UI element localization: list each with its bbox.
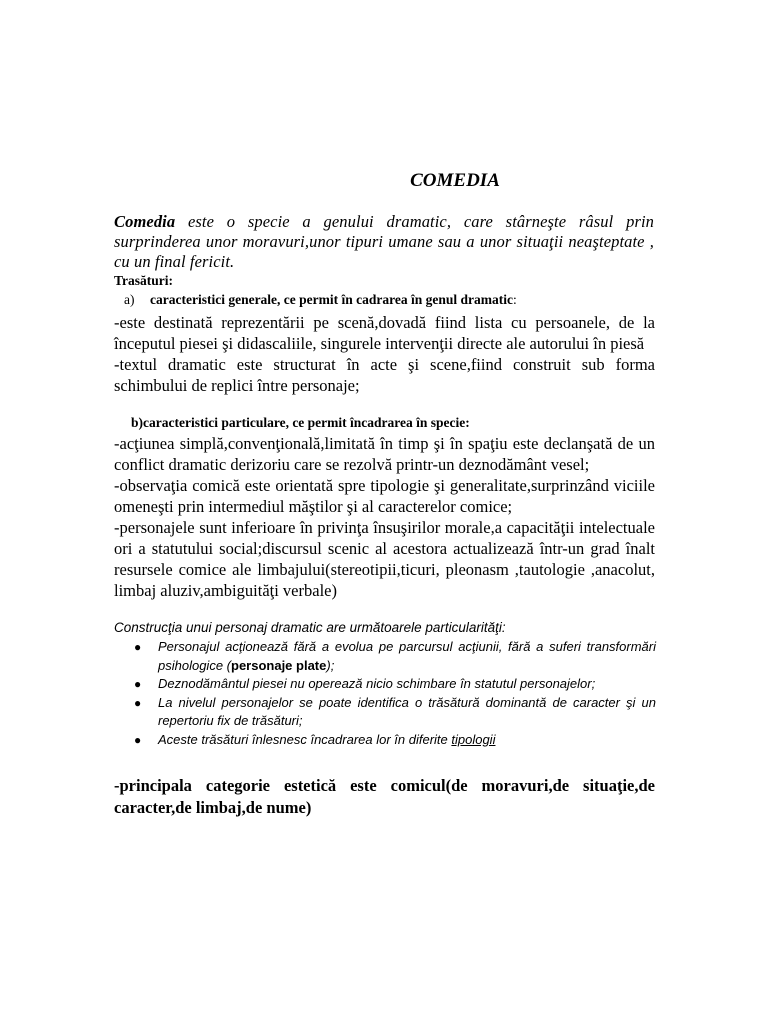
section-a-letter: a) xyxy=(124,292,135,307)
particular-feature-item: -personajele sunt inferioare în privinţa însuşirilor morale,a capacităţii intelectuale ori a statutului social;discursul scenic al acestora actualizează într-un grad înalt resursele comice ale limbajului(stereotipii,ticuri, pleonasm ,tautologie ,anacolut, limbaj aluziv,ambiguităţi verbale) xyxy=(114,518,655,600)
features-heading: Trasături: xyxy=(114,273,173,288)
bullet-text: La nivelul personajelor se poate identifica o trăsătură dominantă de caracter şi un repertoriu fix de trăsături; xyxy=(158,694,656,728)
list-item xyxy=(134,675,656,694)
bullet-text: Aceste trăsături înlesnesc încadrarea lor în diferite xyxy=(158,731,452,747)
bullet-text: ); xyxy=(326,657,335,673)
bullet-icon: ● xyxy=(134,695,142,710)
bullet-text: Personajul acţionează fără a evolua pe parcursul acţiunii, fără a suferi transformări psihologice ( xyxy=(158,639,656,673)
particular-features xyxy=(114,433,655,601)
intro-paragraph xyxy=(114,212,654,272)
general-features xyxy=(114,312,655,396)
general-feature-item: -este destinată reprezentării pe scenă,dovadă fiind lista cu persoanele, de la începutul piesei şi didascaliile, singurele intervenţii directe ale autorului în piesă xyxy=(114,313,655,353)
general-feature-item: -textul dramatic este structurat în acte şi scene,fiind construit sub forma schimbului de replici între personaje; xyxy=(114,355,655,395)
tipologii-link[interactable]: tipologii xyxy=(451,731,496,747)
page-title: COMEDIA xyxy=(410,170,500,191)
final-statement: -principala categorie estetică este comicul(de moravuri,de situaţie,de caracter,de limbaj,de nume) xyxy=(114,776,655,817)
bullet-bold-text: personaje plate xyxy=(231,657,327,673)
section-a-label: caracteristici generale, ce permit în cadrarea în genul dramatic xyxy=(150,292,514,307)
bullet-list xyxy=(134,638,656,749)
particular-feature-item: -acţiunea simplă,convenţională,limitată în timp şi în spaţiu este declanşată de un conflict dramatic derizoriu care se rezolvă printr-un deznodământ vesel; xyxy=(114,434,655,474)
section-b-heading: b)caracteristici particulare, ce permit încadrarea în specie: xyxy=(131,415,470,430)
list-item xyxy=(134,731,656,750)
section-a-colon: : xyxy=(513,292,517,307)
construction-note: Construcţia unui personaj dramatic are următoarele particularităţi: xyxy=(114,620,506,635)
particular-feature-item: -observaţia comică este orientată spre tipologie şi generalitate,surprinzând viciile omeneşti prin intermediul măştilor şi al caracterelor comice; xyxy=(114,476,655,516)
section-a-heading xyxy=(124,292,517,308)
bullet-icon: ● xyxy=(134,640,142,654)
bullet-icon: ● xyxy=(134,677,142,691)
list-item xyxy=(134,638,656,675)
intro-text: este o specie a genului dramatic, care stârneşte râsul prin surprinderea unor moravuri,unor tipuri umane sau a unor situaţii neaşteptate , cu un final fericit. xyxy=(114,212,654,271)
bullet-text: Deznodământul piesei nu operează nicio schimbare în statutul personajelor; xyxy=(158,676,596,691)
list-item xyxy=(134,694,656,731)
bullet-icon: ● xyxy=(134,732,142,747)
intro-term: Comedia xyxy=(114,212,176,231)
